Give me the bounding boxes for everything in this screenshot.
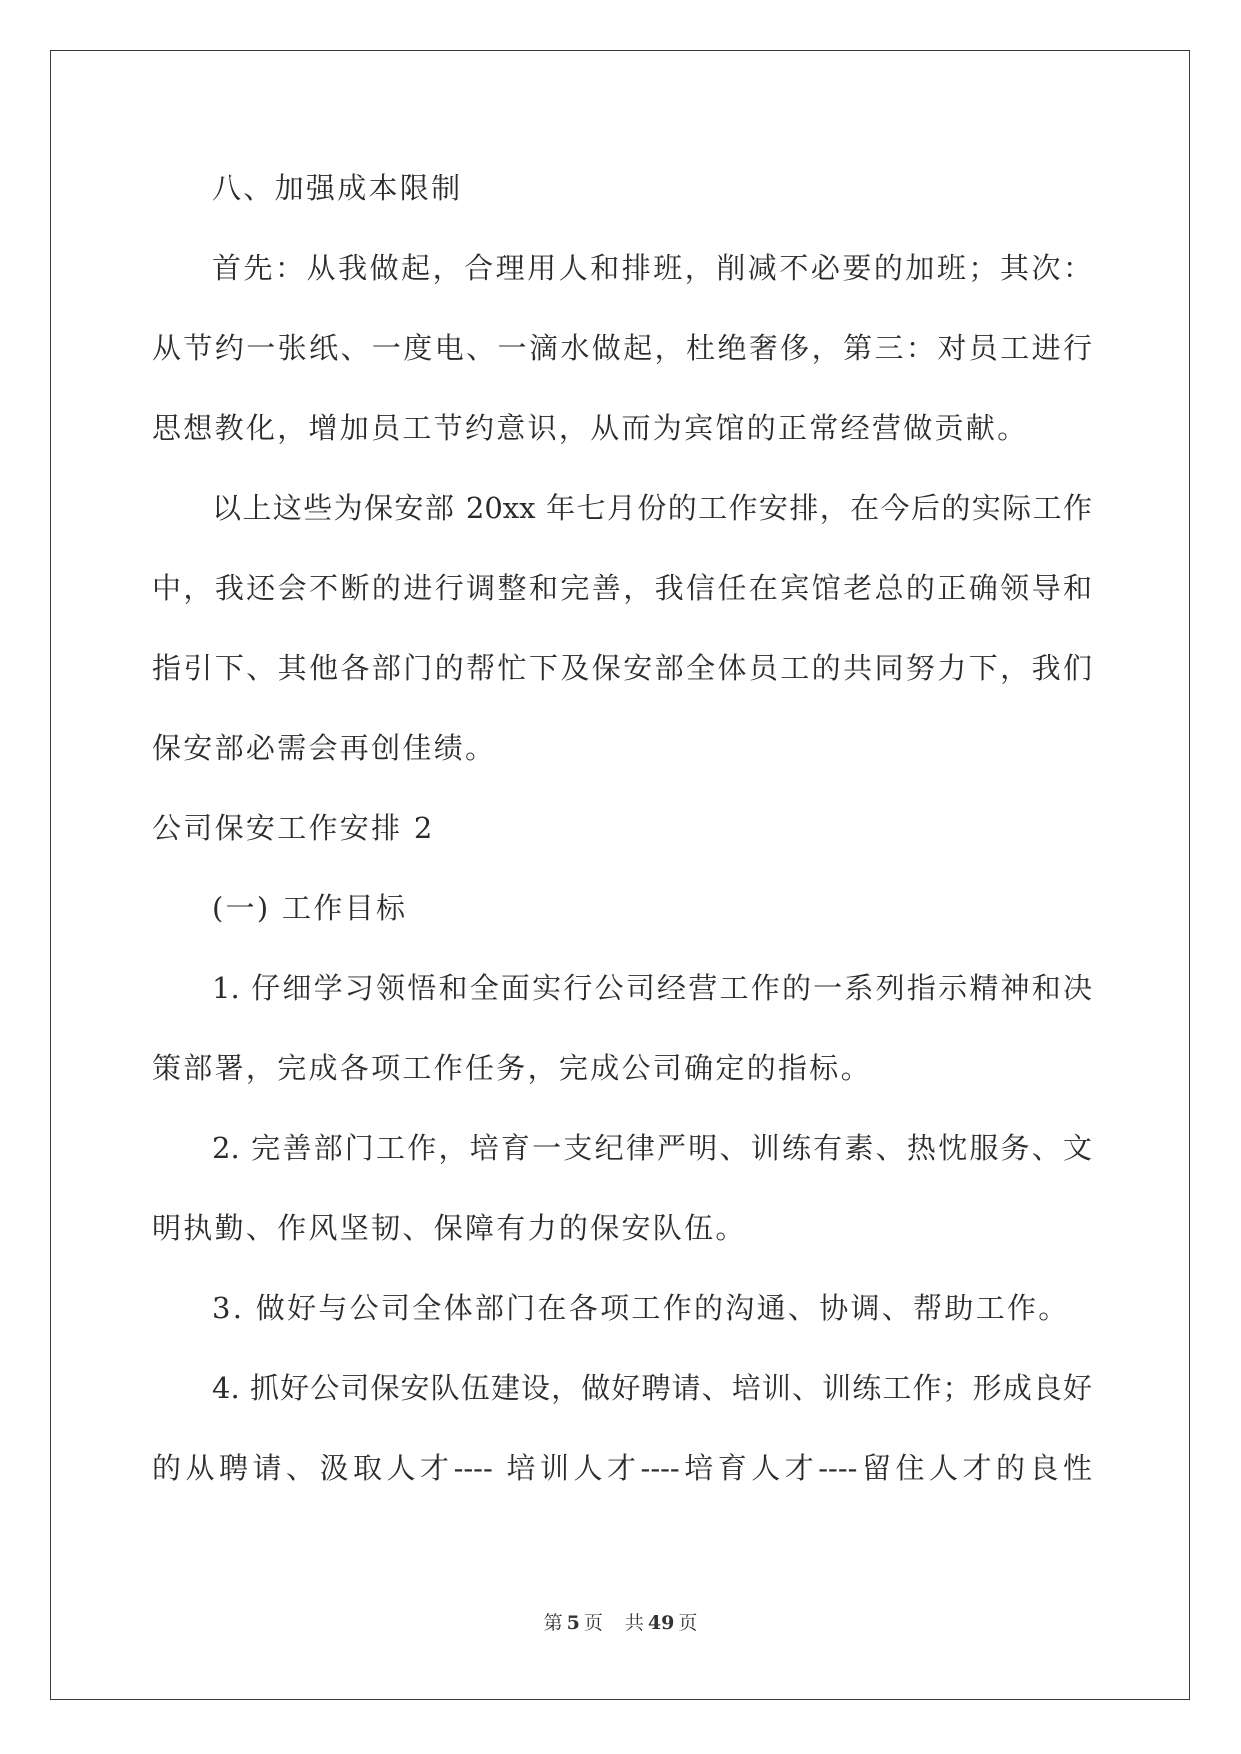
list-item-line: 明执勤、作风坚韧、保障有力的保安队伍。: [152, 1211, 747, 1245]
page-number: 5: [566, 1612, 580, 1634]
paragraph-line: 从节约一张纸、一度电、一滴水做起，杜绝奢侈，第三：对员工进行: [152, 331, 1092, 365]
section-heading-cost-control: 八、加强成本限制: [212, 171, 463, 205]
total-pages-label: 共 49 页: [624, 1612, 698, 1634]
list-item-line: 3. 做好与公司全体部门在各项工作的沟通、协调、帮助工作。: [212, 1291, 1070, 1325]
paragraph-line: 思想教化，增加员工节约意识，从而为宾馆的正常经营做贡献。: [152, 411, 1029, 445]
list-item-line: 1. 仔细学习领悟和全面实行公司经营工作的一系列指示精神和决: [212, 971, 1092, 1005]
page-footer: [0, 1608, 1241, 1635]
paragraph-line: 保安部必需会再创佳绩。: [152, 731, 497, 765]
list-item-line: 策部署，完成各项工作任务，完成公司确定的指标。: [152, 1051, 872, 1085]
list-item-line: 的从聘请、汲取人才---- 培训人才----培育人才----留住人才的良性: [152, 1451, 1092, 1485]
total-pages: 49: [647, 1612, 675, 1634]
section-title: 公司保安工作安排 2: [152, 811, 435, 845]
subsection-heading: (一) 工作目标: [212, 891, 408, 925]
list-item-line: 2. 完善部门工作，培育一支纪律严明、训练有素、热忱服务、文: [212, 1131, 1092, 1165]
paragraph-line: 以上这些为保安部 20xx 年七月份的工作安排，在今后的实际工作: [212, 491, 1092, 525]
page-number-label: 第 5 页: [543, 1612, 603, 1634]
paragraph-line: 指引下、其他各部门的帮忙下及保安部全体员工的共同努力下，我们: [152, 651, 1092, 685]
list-item-line: 4. 抓好公司保安队伍建设，做好聘请、培训、训练工作；形成良好: [212, 1371, 1092, 1405]
paragraph-line: 中，我还会不断的进行调整和完善，我信任在宾馆老总的正确领导和: [152, 571, 1092, 605]
paragraph-line: 首先：从我做起，合理用人和排班，削减不必要的加班；其次：: [212, 251, 1092, 285]
